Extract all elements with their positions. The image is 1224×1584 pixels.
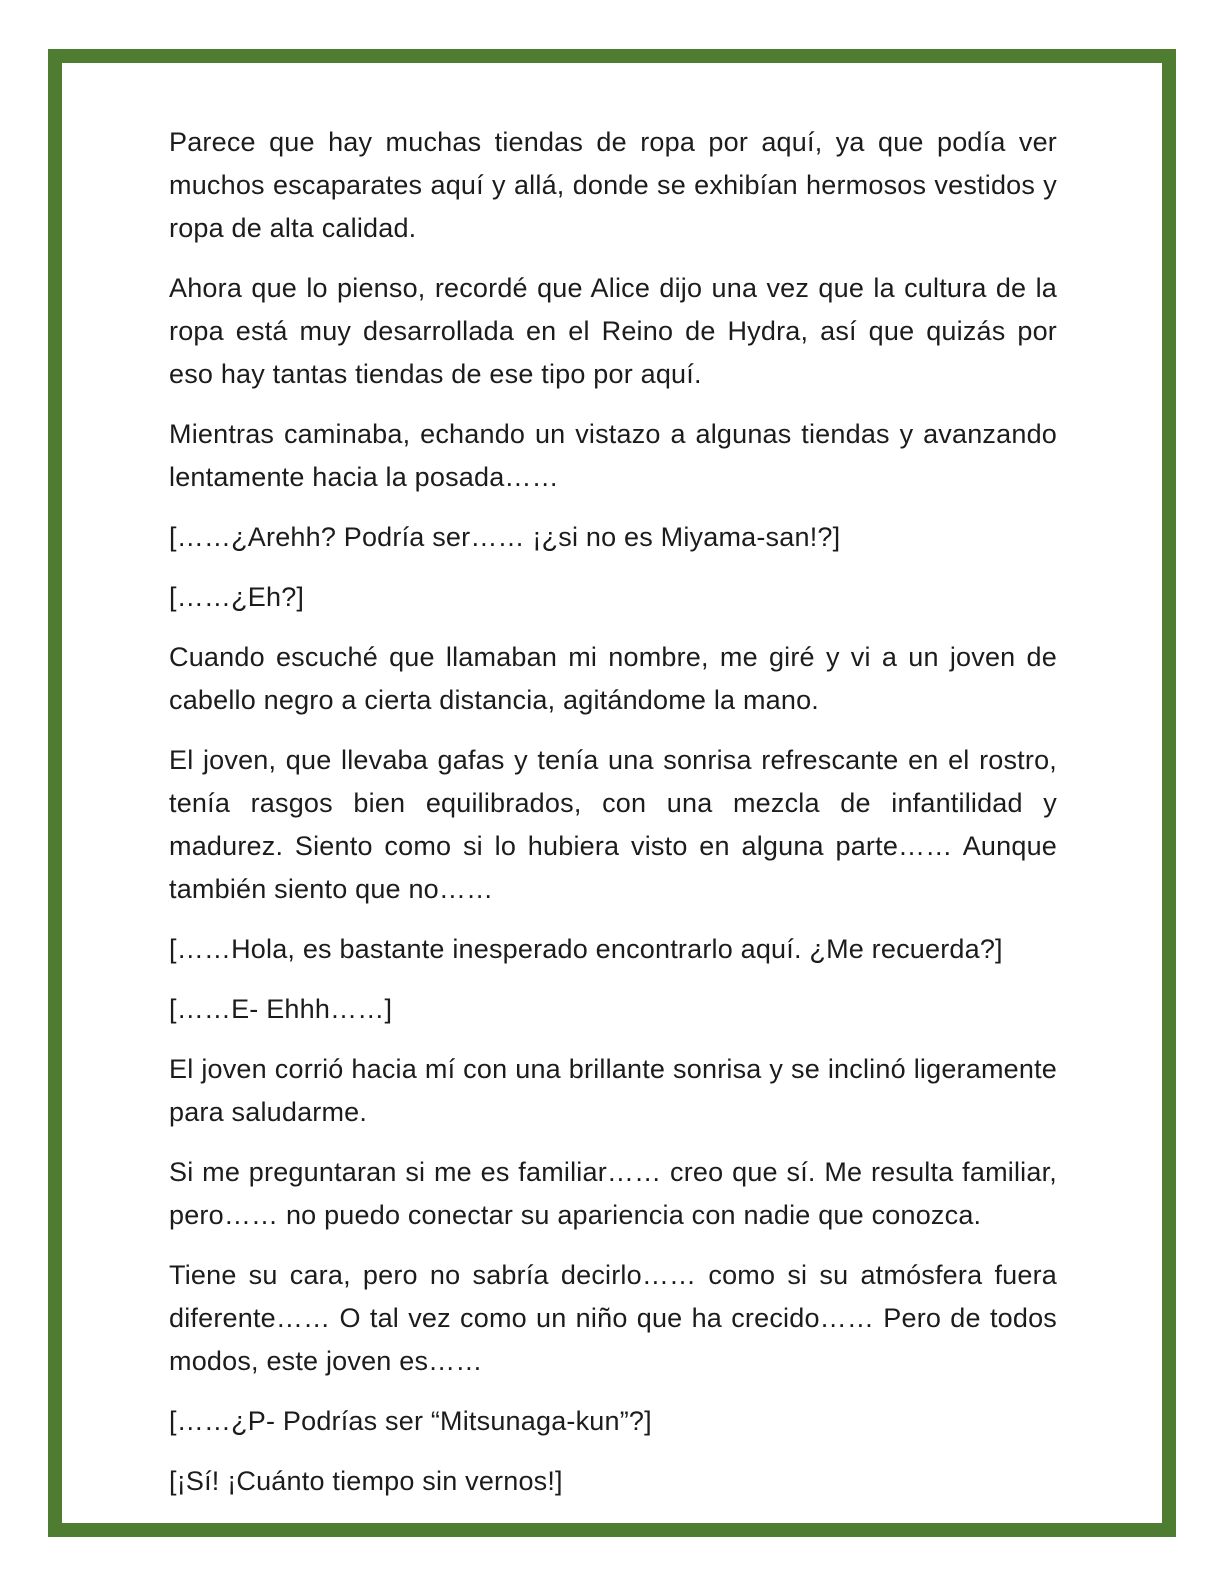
paragraph-narration: Parece que hay muchas tiendas de ropa por aquí, ya que podía ver muchos escaparates aquí y allá, donde se exhibían hermosos vestidos y ropa de alta calidad.	[169, 127, 1057, 243]
paragraph-dialogue: [……¿P- Podrías ser “Mitsunaga-kun”?]	[169, 1406, 652, 1436]
paragraph-narration: Mientras caminaba, echando un vistazo a algunas tiendas y avanzando lentamente hacia la posada……	[169, 419, 1057, 492]
paragraph-narration: Tiene su cara, pero no sabría decirlo…… como si su atmósfera fuera diferente…… O tal vez como un niño que ha crecido…… Pero de todos modos, este joven es……	[169, 1260, 1057, 1376]
paragraph-narration: Ahora que lo pienso, recordé que Alice dijo una vez que la cultura de la ropa está muy desarrollada en el Reino de Hydra, así que quizás por eso hay tantas tiendas de ese tipo por aquí.	[169, 273, 1057, 389]
document-body	[62, 63, 1162, 1523]
paragraph-dialogue: [……Hola, es bastante inesperado encontrarlo aquí. ¿Me recuerda?]	[169, 934, 1003, 964]
page-frame	[48, 49, 1176, 1537]
paragraph-narration: El joven, que llevaba gafas y tenía una sonrisa refrescante en el rostro, tenía rasgos bien equilibrados, con una mezcla de infantilidad y madurez. Siento como si lo hubiera visto en alguna parte…… Aunque también siento que no……	[169, 745, 1057, 904]
paragraph-dialogue: [……¿Arehh? Podría ser…… ¡¿si no es Miyama-san!?]	[169, 522, 841, 552]
paragraph-dialogue: [¡Sí! ¡Cuánto tiempo sin vernos!]	[169, 1466, 563, 1496]
paragraph-dialogue: [……¿Eh?]	[169, 582, 305, 612]
paragraph-dialogue: [……E- Ehhh……]	[169, 994, 393, 1024]
paragraph-narration: El joven corrió hacia mí con una brillante sonrisa y se inclinó ligeramente para saludarme.	[169, 1054, 1057, 1127]
paragraph-narration: Cuando escuché que llamaban mi nombre, me giré y vi a un joven de cabello negro a cierta distancia, agitándome la mano.	[169, 642, 1057, 715]
paragraph-narration: Si me preguntaran si me es familiar…… creo que sí. Me resulta familiar, pero…… no puedo conectar su apariencia con nadie que conozca.	[169, 1157, 1057, 1230]
